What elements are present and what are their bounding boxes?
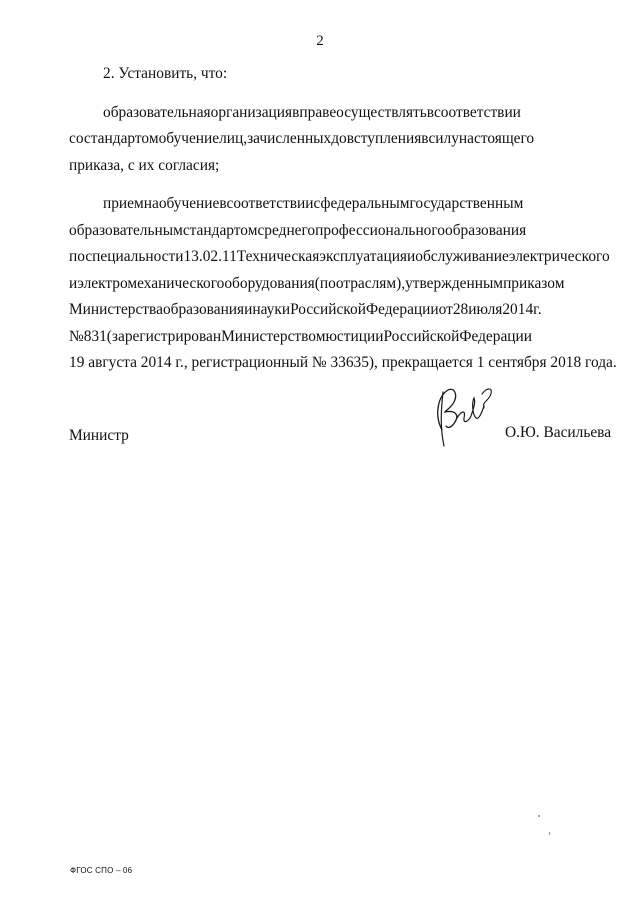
word: 28 xyxy=(452,301,469,318)
word: образования xyxy=(162,301,245,318)
word: образования xyxy=(445,221,527,239)
word: Федерации xyxy=(459,327,532,345)
footer-code: ФГОС СПО – 06 xyxy=(70,866,133,875)
word: осуществлять xyxy=(336,103,427,121)
word: оборудования xyxy=(224,274,315,292)
text-line xyxy=(69,100,596,127)
text-line xyxy=(69,271,596,298)
word: специальности xyxy=(85,248,184,265)
word: (по xyxy=(314,274,336,292)
word: и xyxy=(244,301,253,318)
word: среднего xyxy=(257,221,316,239)
document-body xyxy=(69,61,617,389)
word: вправе xyxy=(292,103,337,121)
signature-block xyxy=(69,380,612,460)
word: и xyxy=(407,248,416,265)
word: силу xyxy=(428,130,459,147)
text-line xyxy=(69,126,596,153)
word: 19 августа 2014 г., регистрационный № 33635), прекращается 1 сентября 2018 года. xyxy=(69,354,617,371)
word: электромеханического xyxy=(77,274,225,292)
word: организация xyxy=(210,103,293,121)
word: вступления xyxy=(346,130,422,147)
text-line xyxy=(69,191,596,218)
word: Российской xyxy=(290,301,366,318)
word: утвержденным xyxy=(405,274,504,292)
word: эксплуатация xyxy=(319,248,408,265)
clause-heading-paragraph xyxy=(69,61,596,88)
word: юстиции xyxy=(325,327,384,345)
scan-speck xyxy=(538,815,540,817)
word: Федерации xyxy=(365,301,439,318)
text-line xyxy=(69,153,596,180)
word: приказом xyxy=(503,274,565,292)
handwritten-signature xyxy=(424,380,504,450)
word: прием xyxy=(103,195,144,212)
word: стандартом xyxy=(182,221,258,239)
word: по xyxy=(69,248,86,265)
word: электрического xyxy=(508,248,610,265)
text-line xyxy=(69,218,596,245)
word: приказа, с их согласия; xyxy=(69,156,220,174)
word: в xyxy=(219,195,227,212)
word: соответствии xyxy=(226,195,314,212)
word: июля xyxy=(468,301,503,318)
minister-name: О.Ю. Васильева xyxy=(505,424,612,441)
text-line xyxy=(69,350,617,377)
word: № xyxy=(69,327,84,345)
word: в xyxy=(421,130,429,147)
word: 2014 xyxy=(502,301,534,318)
word: образовательным xyxy=(69,221,183,239)
word: соответствии xyxy=(433,103,521,121)
word: (зарегистрирован xyxy=(106,327,222,345)
text-line xyxy=(69,244,610,271)
word: науки xyxy=(252,301,291,318)
word: обучение xyxy=(158,195,220,212)
word: Российской xyxy=(383,327,460,345)
word: от xyxy=(438,301,453,318)
word: 13.02.11 xyxy=(183,248,237,265)
minister-title: Министр xyxy=(69,427,129,444)
word: Техническая xyxy=(236,248,320,265)
word: отраслям), xyxy=(335,274,406,292)
word: г. xyxy=(533,301,542,318)
word: зачисленных xyxy=(247,130,332,147)
word: государственным xyxy=(409,195,524,212)
word: и xyxy=(69,274,78,292)
clause-heading: 2. Установить, что: xyxy=(103,65,228,82)
word: профессионального xyxy=(315,221,446,239)
word: с xyxy=(313,195,321,212)
word: федеральным xyxy=(320,195,410,212)
word: образовательная xyxy=(103,103,211,121)
word: в xyxy=(426,103,434,121)
word: со xyxy=(69,130,84,147)
word: настоящего xyxy=(458,130,535,147)
word: на xyxy=(143,195,159,212)
word: обучение xyxy=(158,130,220,147)
word: обслуживание xyxy=(415,248,509,265)
paragraph-admission xyxy=(69,191,617,377)
text-line xyxy=(69,297,596,324)
word: стандартом xyxy=(83,130,159,147)
word: Министерства xyxy=(69,301,163,318)
word: лиц, xyxy=(219,130,248,147)
paragraph-education-org xyxy=(69,100,596,180)
text-line xyxy=(69,324,596,351)
scan-speck xyxy=(549,832,550,835)
page-number: 2 xyxy=(316,33,324,49)
word: Министерством xyxy=(221,327,326,345)
word: до xyxy=(331,130,347,147)
word: 831 xyxy=(83,327,107,345)
